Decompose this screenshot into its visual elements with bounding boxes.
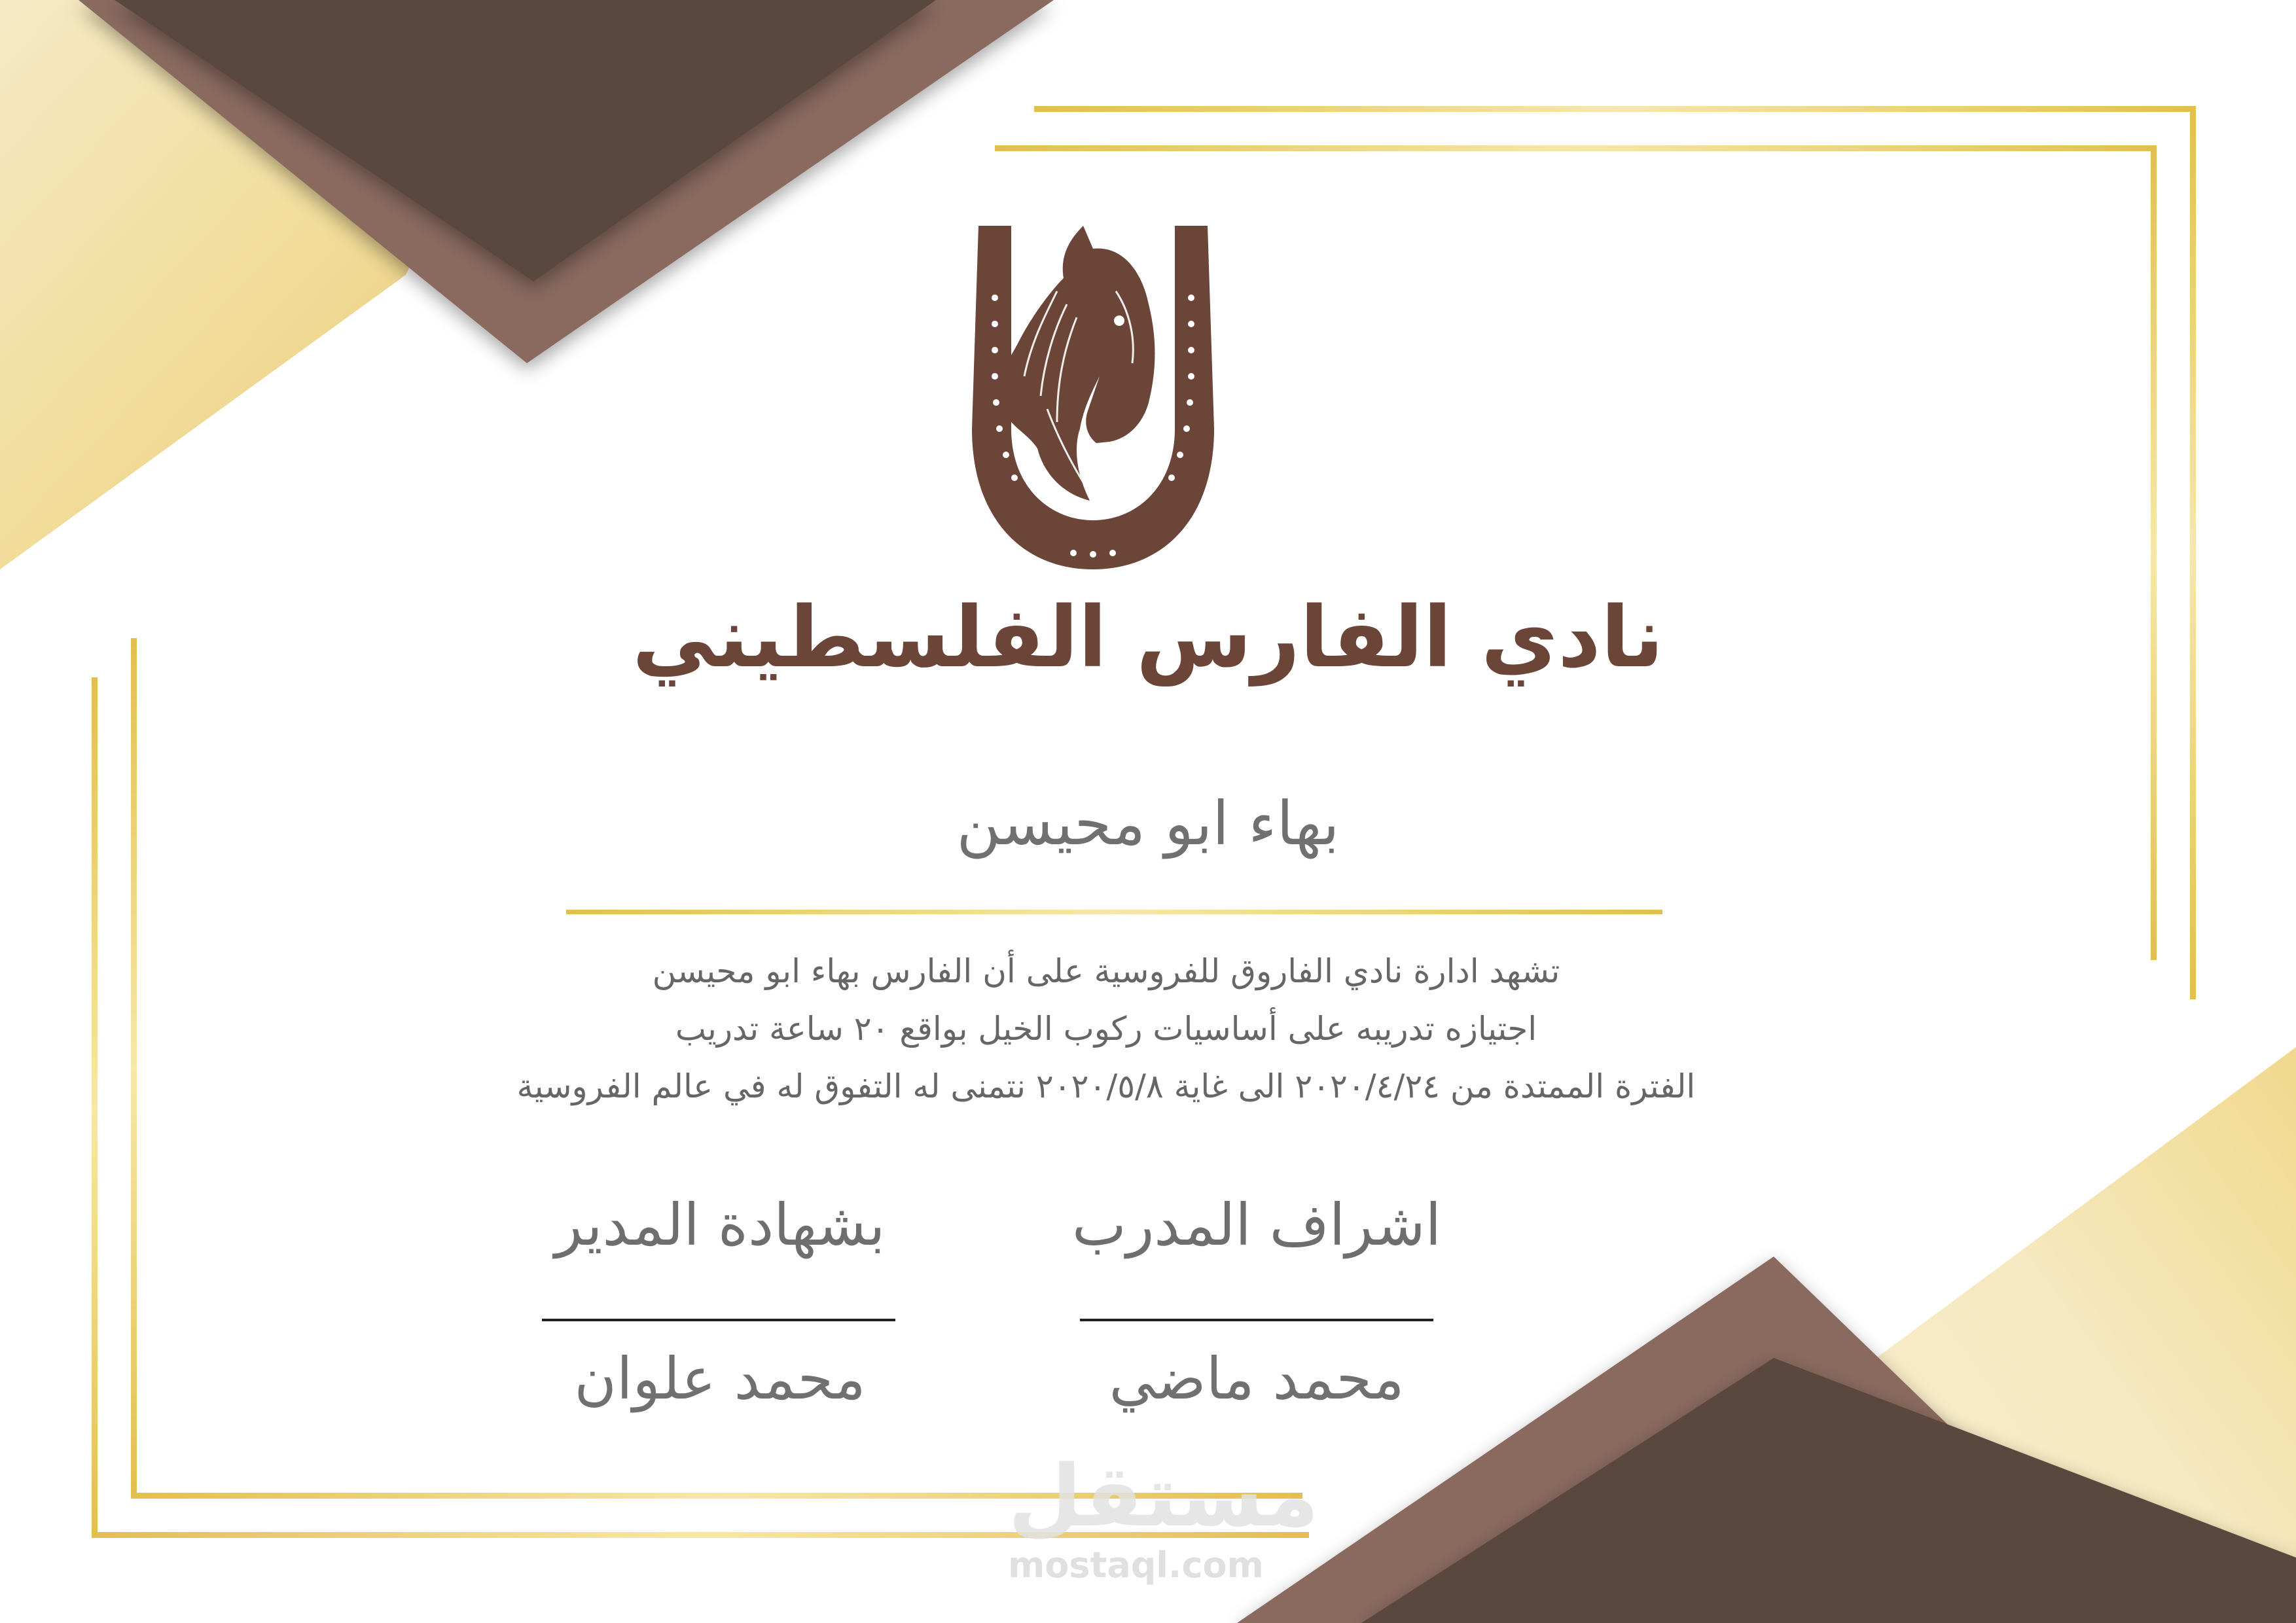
- body-line: اجتيازه تدريبه على أساسيات ركوب الخيل بواقع ٢٠ ساعة تدريب: [675, 1010, 1537, 1048]
- watermark-url: mostaql.com: [1008, 1544, 1264, 1586]
- body-line: الفترة الممتدة من ٢٠٢٠/٤/٢٤ الى غاية ٢٠٢٠/٥/٨ نتمنى له التفوق له في عالم الفروسية: [516, 1067, 1696, 1105]
- frame-line-left-inner: [131, 638, 137, 1499]
- manager-signature-title: بشهادة المدير: [554, 1191, 886, 1258]
- trainer-name: محمد ماضي: [1109, 1345, 1405, 1412]
- recipient-divider: [566, 910, 1662, 914]
- recipient-name: بهاء ابو محيسن: [956, 789, 1340, 859]
- club-name-title: نادي الفارس الفلسطيني: [632, 589, 1664, 687]
- trainer-signature-line: [1080, 1319, 1433, 1321]
- certificate-body: [353, 942, 1859, 1115]
- trainer-signature-title: اشراف المدرب: [1071, 1191, 1442, 1258]
- frame-line-top-outer: [1034, 106, 2196, 112]
- horseshoe-horse-logo-icon: [933, 213, 1253, 576]
- watermark-logo: مستقل: [1008, 1446, 1319, 1546]
- frame-line-top-inner: [995, 145, 2157, 151]
- body-line: تشهد ادارة نادي الفاروق للفروسية على أن الفارس بهاء ابو محيسن: [652, 952, 1560, 990]
- frame-line-right-outer: [2190, 106, 2196, 999]
- manager-signature-line: [542, 1319, 895, 1321]
- manager-name: محمد علوان: [574, 1345, 866, 1412]
